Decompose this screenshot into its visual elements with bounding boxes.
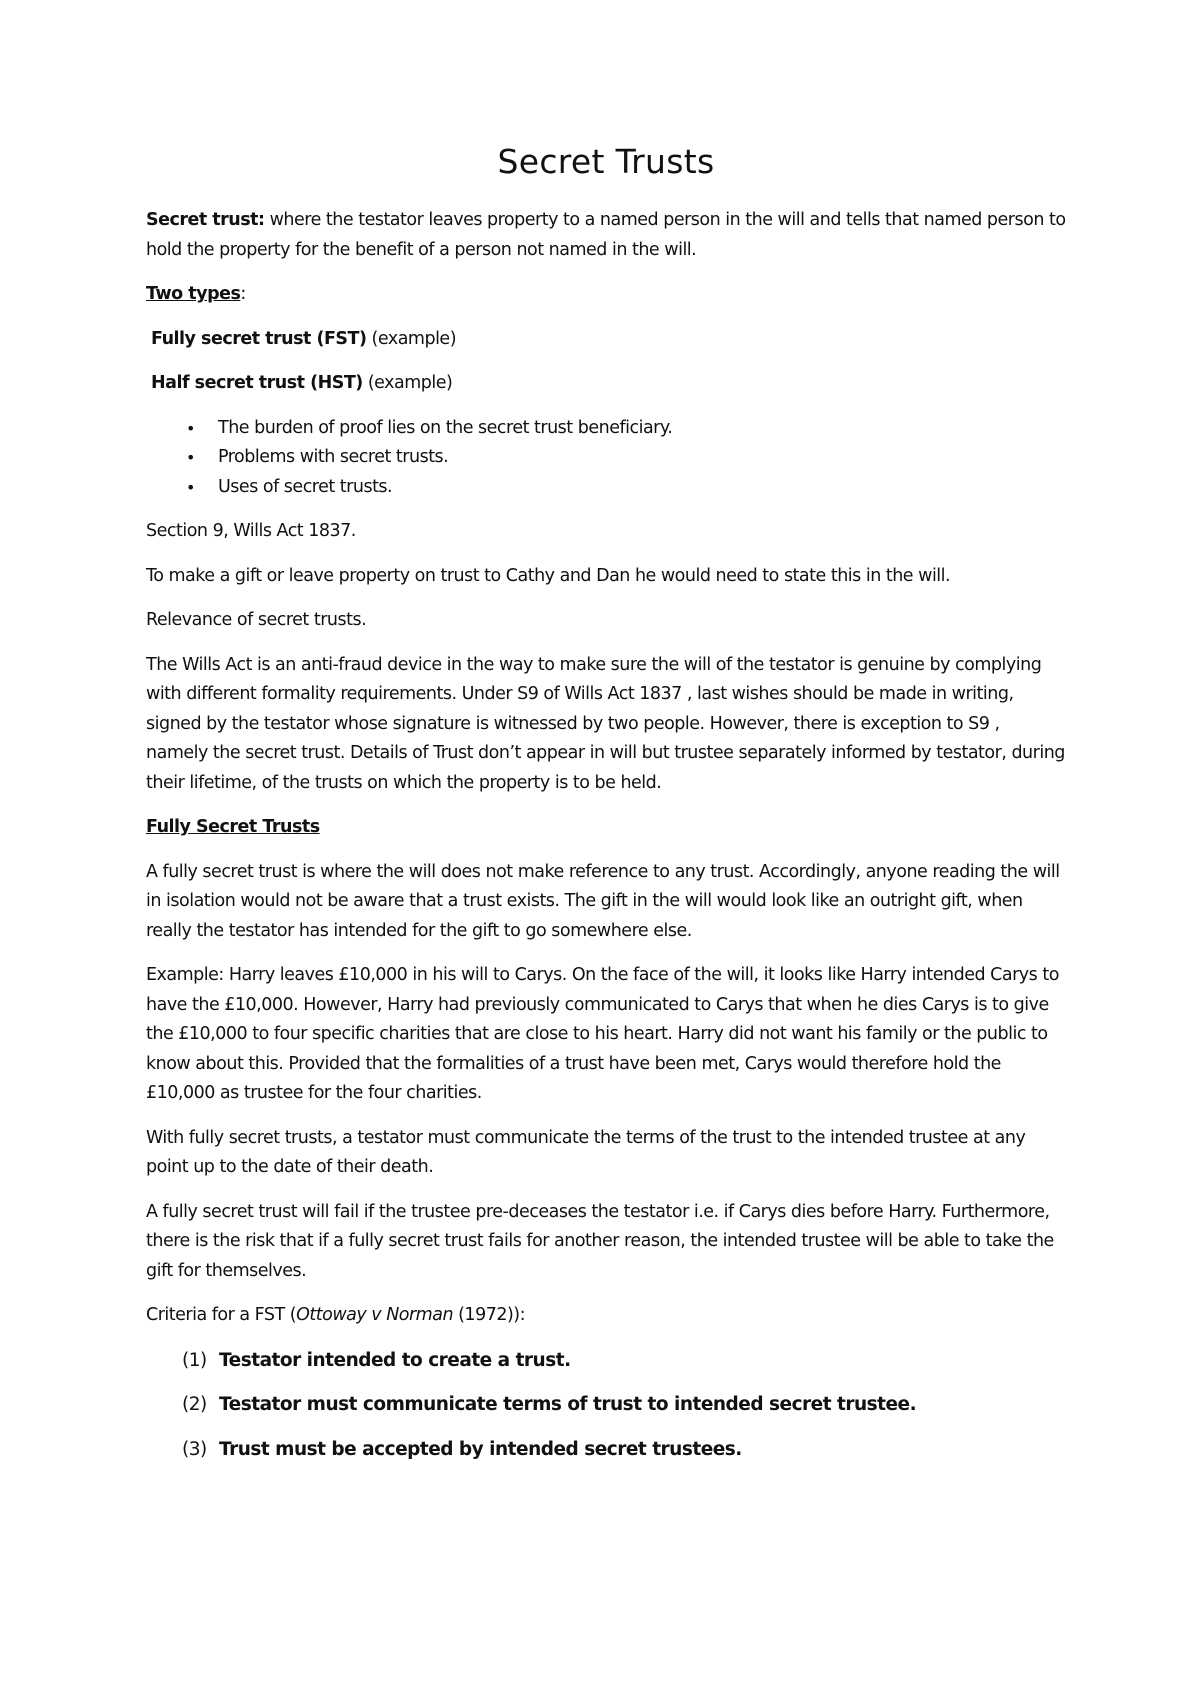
types-heading-line: [146, 280, 1066, 310]
definition-paragraph: [146, 206, 1066, 265]
types-heading-colon: :: [240, 284, 246, 304]
criteria-number: (3): [182, 1438, 207, 1460]
hst-type-label: Half secret trust (HST): [151, 373, 363, 393]
list-item: [146, 473, 1066, 503]
hst-type-note: (example): [362, 373, 453, 393]
criteria-item: [146, 1390, 1066, 1420]
fst-communicate-paragraph: With fully secret trusts, a testator must communicate the terms of the trust to the intended trustee at any point up to the date of their death.: [146, 1127, 1026, 1177]
criteria-item: [146, 1346, 1066, 1376]
criteria-number: (1): [182, 1349, 207, 1371]
fst-example-paragraph: Example: Harry leaves £10,000 in his will to Carys. On the face of the will, it looks like Harry intended Carys to have the £10,000. However, Harry had previously communicated to Carys that when he dies Carys is to give the £10,000 to four specific charities that are close to his heart. Harry did not want his family or the public to know about this. Provided that the formalities of a trust have been met, Carys would therefore hold the £10,000 as trustee for the four charities.: [146, 965, 1059, 1103]
bullet-icon: •: [186, 418, 195, 438]
relevance-paragraph: Relevance of secret trusts.: [146, 610, 367, 630]
definition-term: Secret trust:: [146, 210, 265, 230]
definition-text: where the testator leaves property to a named person in the will and tells that named person to hold the property for the benefit of a person not named in the will.: [146, 210, 1066, 260]
criteria-intro: [146, 1301, 1066, 1331]
criteria-item: [146, 1435, 1066, 1465]
criteria-text: Trust must be accepted by intended secret trustees.: [219, 1438, 742, 1460]
fst-type-line: [146, 325, 1066, 355]
fst-type-note: (example): [366, 328, 457, 349]
fst-section-heading: Fully Secret Trusts: [146, 817, 320, 837]
criteria-prefix: Criteria for a FST (: [146, 1305, 297, 1325]
fst-type-label: Fully secret trust (FST): [151, 328, 367, 349]
criteria-text: Testator intended to create a trust.: [219, 1349, 571, 1371]
bullet-list: [146, 414, 1066, 503]
criteria-text: Testator must communicate terms of trust to intended secret trustee.: [219, 1394, 917, 1415]
types-heading: Two types: [146, 284, 241, 304]
list-item-text: Uses of secret trusts.: [218, 476, 393, 497]
fst-fail-paragraph: A fully secret trust will fail if the trustee pre-deceases the testator i.e. if Carys dies before Harry. Furthermore, there is the risk that if a fully secret trust fails for another reason, the intended trustee will be able to take the gift for themselves.: [146, 1201, 1054, 1281]
bullet-icon: •: [186, 477, 195, 497]
wills-act-paragraph: The Wills Act is an anti-fraud device in the way to make sure the will of the testator is genuine by complying with different formality requirements. Under S9 of Wills Act 1837 , last wishes should be made in writing, signed by the testator whose signature is witnessed by two people. However, there is exception to S9 , namely the secret trust. Details of Trust don’t appear in will but trustee separately informed by testator, during their lifetime, of the trusts on which the property is to be held.: [146, 654, 1065, 793]
case-name: Ottoway v Norman: [296, 1305, 454, 1325]
document-page: [146, 140, 1066, 1479]
criteria-suffix: (1972)):: [453, 1305, 526, 1325]
hst-type-line: [146, 369, 1066, 399]
bullet-icon: •: [186, 448, 195, 467]
criteria-list: [146, 1346, 1066, 1465]
fst-intro-paragraph: A fully secret trust is where the will does not make reference to any trust. Accordingly, anyone reading the will in isolation would not be aware that a trust exists. The gift in the will would look like an outright gift, when really the testator has intended for the gift to go somewhere else.: [146, 861, 1060, 941]
section9-paragraph: Section 9, Wills Act 1837.: [146, 521, 356, 541]
criteria-number: (2): [182, 1394, 207, 1415]
fst-section-heading-line: [146, 813, 1066, 843]
list-item-text: Problems with secret trusts.: [218, 447, 449, 467]
page-title: Secret Trusts: [497, 142, 715, 181]
list-item-text: The burden of proof lies on the secret trust beneficiary.: [218, 417, 673, 438]
list-item: [146, 414, 1066, 444]
gift-paragraph: To make a gift or leave property on trust to Cathy and Dan he would need to state this in the will.: [146, 565, 951, 586]
list-item: [146, 443, 1066, 473]
